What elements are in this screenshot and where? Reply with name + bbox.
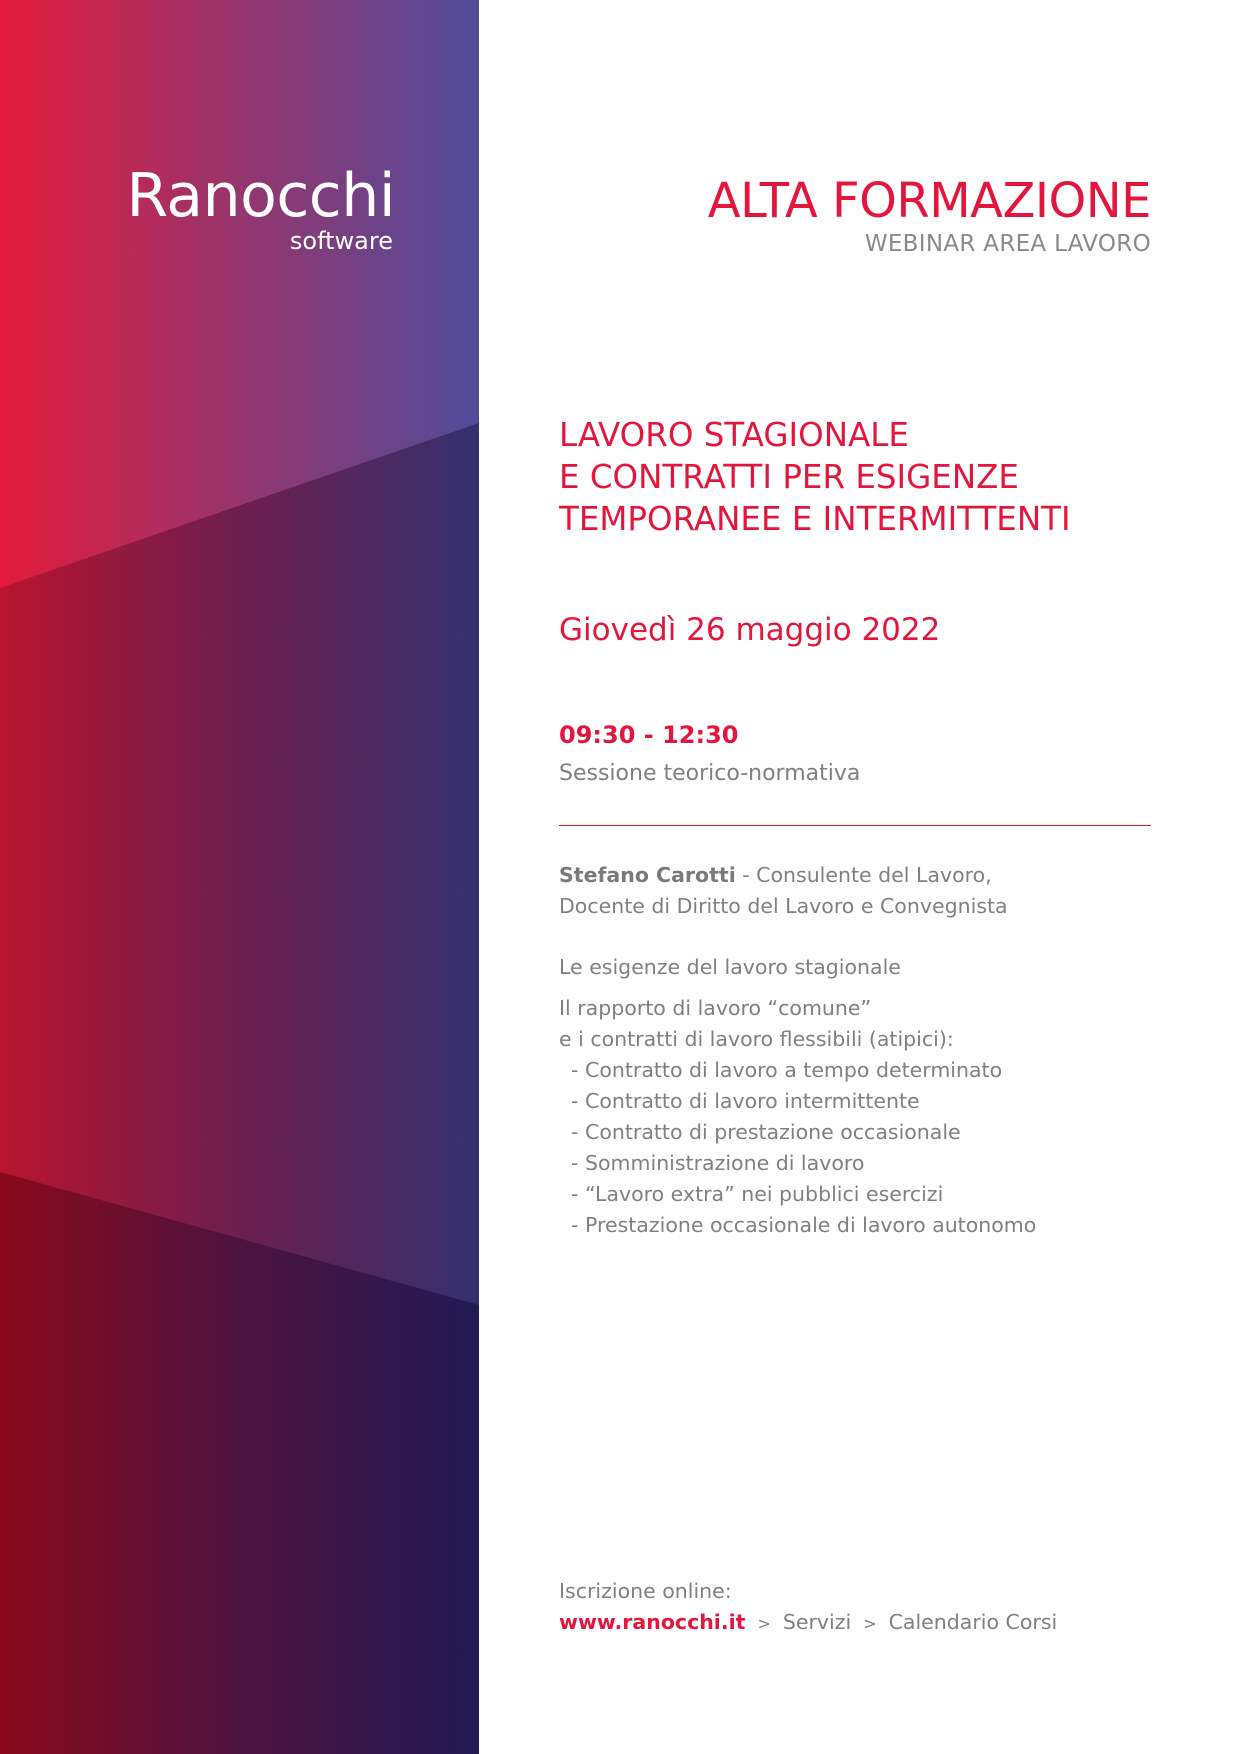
program-topic: Il rapporto di lavoro “comune” <box>559 996 872 1020</box>
list-item: - “Lavoro extra” nei pubblici esercizi <box>571 1182 944 1206</box>
speaker-role: - Consulente del Lavoro, <box>735 863 992 887</box>
gradient-side-panel <box>0 0 479 1754</box>
logo-subtitle: software <box>289 227 393 255</box>
website-link[interactable]: www.ranocchi.it <box>559 1610 746 1634</box>
registration-footer <box>559 1576 1057 1639</box>
registration-label: Iscrizione online: <box>559 1579 732 1603</box>
breadcrumb-servizi: Servizi <box>782 1610 852 1634</box>
header <box>708 172 1151 258</box>
program-list <box>559 1055 1036 1241</box>
speaker-info <box>559 860 1008 922</box>
header-title: ALTA FORMAZIONE <box>707 173 1151 229</box>
list-item: - Contratto di lavoro a tempo determinato <box>571 1058 1003 1082</box>
list-item: - Prestazione occasionale di lavoro autonomo <box>571 1213 1037 1237</box>
list-item: - Somministrazione di lavoro <box>571 1151 865 1175</box>
speaker-role-line2: Docente di Diritto del Lavoro e Convegnista <box>559 894 1008 918</box>
program <box>559 952 1036 1241</box>
course-title-line: E CONTRATTI PER ESIGENZE <box>559 458 1019 496</box>
list-item: - Contratto di prestazione occasionale <box>571 1120 961 1144</box>
event-time: 09:30 - 12:30 <box>559 721 739 749</box>
brand-logo <box>110 161 395 255</box>
breadcrumb-calendario: Calendario Corsi <box>888 1610 1058 1634</box>
main-content <box>559 0 1151 1754</box>
list-item: - Contratto di lavoro intermittente <box>571 1089 920 1113</box>
breadcrumb-separator: > <box>863 1614 877 1633</box>
course-title-line: LAVORO STAGIONALE <box>559 416 909 454</box>
header-subtitle: WEBINAR AREA LAVORO <box>864 231 1151 257</box>
course-title-line: TEMPORANEE E INTERMITTENTI <box>559 500 1071 538</box>
speaker-name: Stefano Carotti <box>559 863 736 887</box>
program-topic: Le esigenze del lavoro stagionale <box>559 955 901 979</box>
program-topic: e i contratti di lavoro flessibili (atipici): <box>559 1027 954 1051</box>
breadcrumb-separator: > <box>757 1614 771 1633</box>
gradient-background <box>0 0 479 1754</box>
divider <box>559 825 1151 826</box>
event-date: Giovedì 26 maggio 2022 <box>559 612 941 648</box>
course-title <box>559 414 1071 540</box>
session-type: Sessione teorico-normativa <box>559 761 861 786</box>
logo-wordmark: Ranocchi <box>126 161 395 231</box>
